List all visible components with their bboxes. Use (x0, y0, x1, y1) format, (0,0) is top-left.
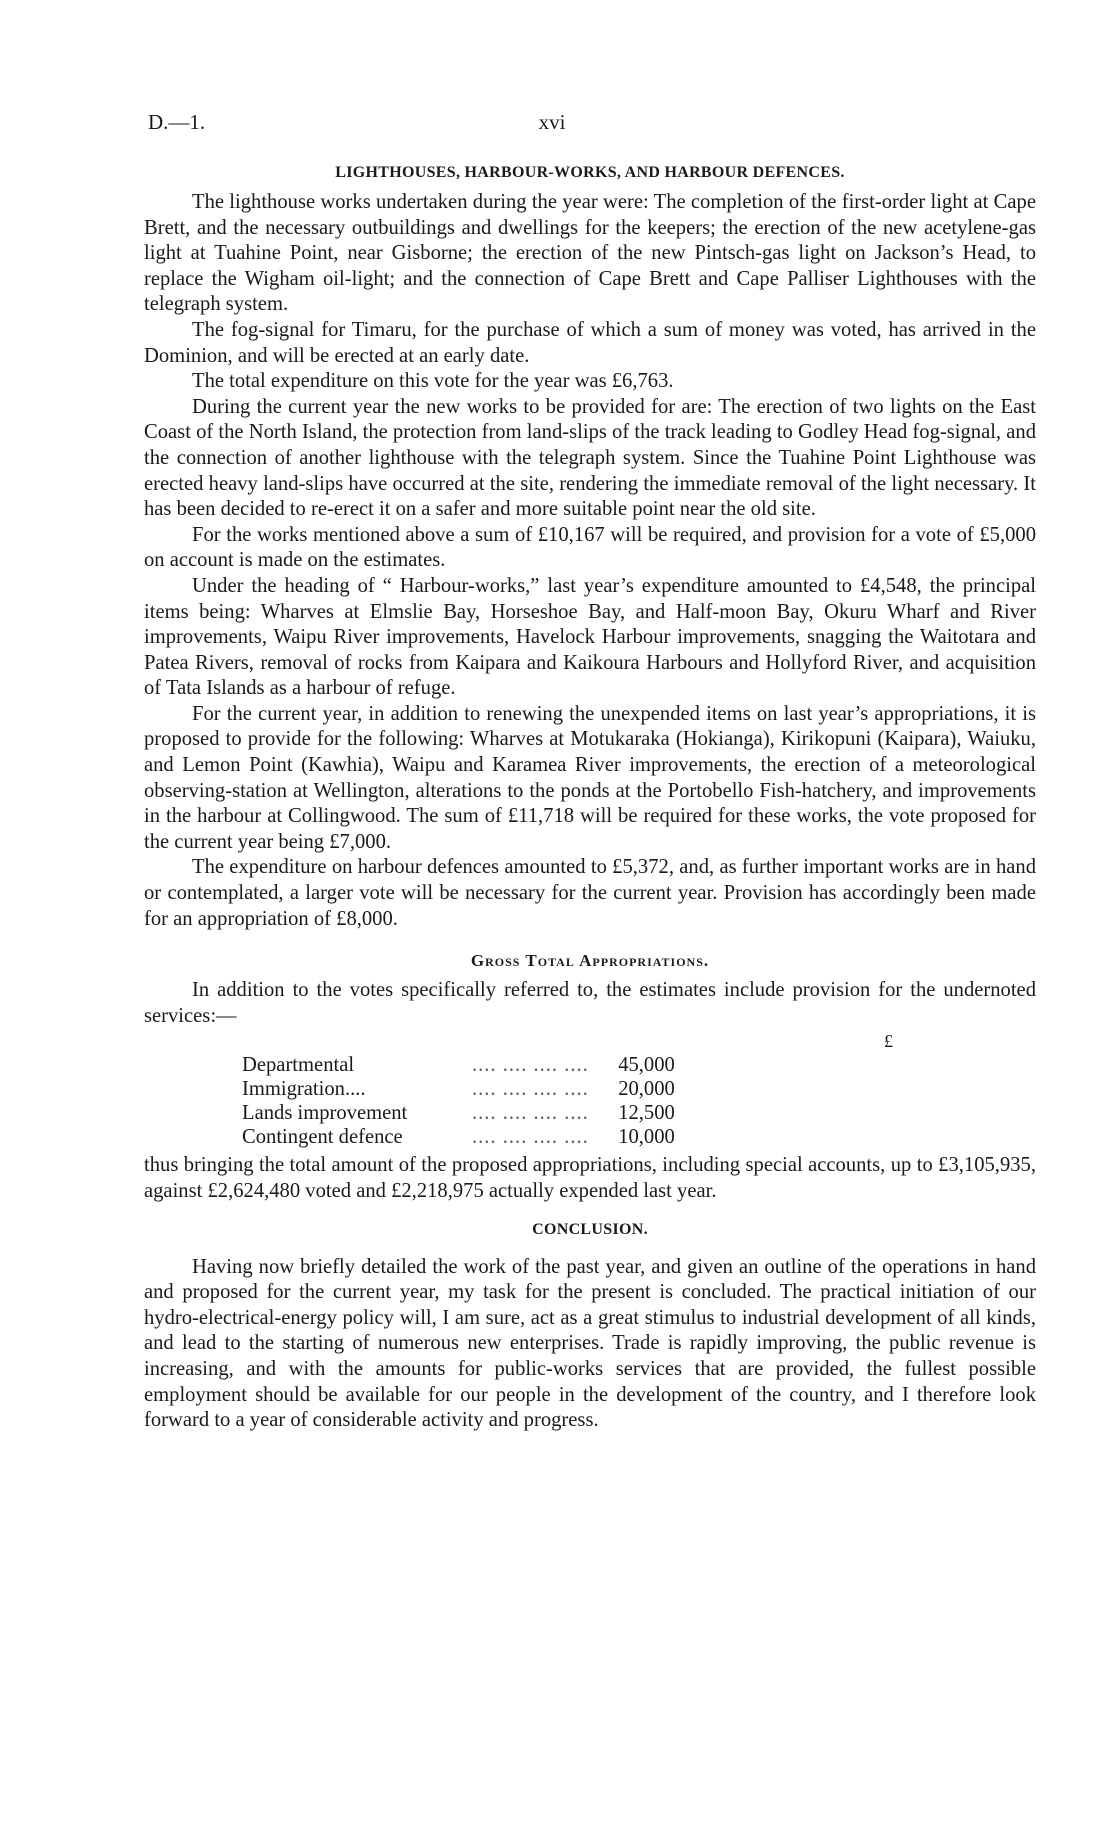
section-heading-gross-total: Gross Total Appropriations. (470, 951, 710, 971)
table-row (242, 1077, 675, 1101)
paragraph-services-intro: In addition to the votes specifically referred to, the estimates include provision for the undernoted services:— (144, 979, 1036, 1027)
service-amount: 12,500 (618, 1102, 675, 1125)
document-reference: D.—1. (148, 110, 206, 134)
leader-dots: .... .... .... .... (472, 1078, 589, 1101)
service-label: Lands improvement (242, 1102, 408, 1125)
pound-symbol: £ (884, 1031, 893, 1052)
paragraph: The lighthouse works undertaken during the year were: The completion of the first-order light at Cape Brett, and the necessary outbuildings and dwellings for the keepers; the erection of the new acetylene-gas light at Tuahine Point, near Gisborne; the erection of the new Pintsch-gas light on Jackson’s Head, to replace the Wigham oil-light; and the connection of Cape Brett and Cape Palliser Lighthouses with the telegraph system. (144, 191, 1036, 316)
paragraph: The fog-signal for Timaru, for the purchase of which a sum of money was voted, has arrived in the Dominion, and will be erected at an early date. (144, 318, 1036, 367)
page-number: xvi (538, 110, 566, 134)
services-list (242, 1053, 675, 1149)
service-label: Departmental (242, 1054, 355, 1077)
services-table (144, 1031, 1036, 1149)
paragraph: During the current year the new works to be provided for are: The erection of two lights on the East Coast of the North Island, the protection from land-slips of the track leading to Godley Head fog-signal, and the connection of another lighthouse with the telegraph system. Since the Tuahine Point Lighthouse was erected heavy land-slips have occurred at the site, rendering the immediate removal of the light necessary. It has been decided to re-erect it on a safer and more suitable point near the old site. (144, 395, 1036, 521)
leader-dots: .... .... .... .... (472, 1054, 589, 1077)
table-row (242, 1125, 675, 1149)
paragraph: For the current year, in addition to renewing the unexpended items on last year’s appropriations, it is proposed to provide for the following: Wharves at Motukaraka (Hokianga), Kirikopuni (Kaipara), Waiuku, and Lemon Point (Kawhia), Waipu and Karamea River improvements, the erection of a meteorological observing-station at Wellington, alterations to the ponds at the Portobello Fish-hatchery, and improvements in the harbour at Collingwood. The sum of £11,718 will be required for these works, the vote proposed for the current year being £7,000. (144, 702, 1036, 853)
table-row (242, 1101, 675, 1125)
paragraph-conclusion: Having now briefly detailed the work of the past year, and given an outline of the operations in hand and proposed for the current year, my task for the present is concluded. The practical initiation of our hydro-electrical-energy policy will, I am sure, act as a great stimulus to industrial development of all kinds, and lead to the starting of numerous new enterprises. Trade is rapidly improving, the public revenue is increasing, and with the amounts for public-works services that are provided, the fullest possible employment should be available for our people in the development of the country, and I therefore look forward to a year of considerable activity and progress. (144, 1255, 1036, 1432)
page-header (148, 110, 956, 140)
currency-column-header (144, 1031, 1036, 1053)
paragraph: The expenditure on harbour defences amounted to £5,372, and, as further important works are in hand or contemplated, a larger vote will be necessary for the current year. Provision has accordingly been made for an appropriation of £8,000. (144, 856, 1036, 930)
paragraph: For the works mentioned above a sum of £10,167 will be required, and provision for a vote of £5,000 on account is made on the estimates. (144, 523, 1036, 572)
paragraph: Under the heading of “ Harbour-works,” last year’s expenditure amounted to £4,548, the principal items being: Wharves at Elmslie Bay, Horseshoe Bay, and Half-moon Bay, Okuru Wharf and River improvements, Waipu River improvements, Havelock Harbour improvements, snagging the Waitotara and Patea Rivers, removal of rocks from Kaipara and Kaikoura Harbours and Hollyford River, and acquisition of Tata Islands as a harbour of refuge. (144, 574, 1036, 700)
section-heading-lighthouses: LIGHTHOUSES, HARBOUR-WORKS, AND HARBOUR DEFENCES. (335, 164, 845, 181)
section-heading-conclusion: CONCLUSION. (532, 1220, 648, 1238)
paragraph-services-total: thus bringing the total amount of the proposed appropriations, including special accounts, up to £3,105,935, against £2,624,480 voted and £2,218,975 actually expended last year. (144, 1154, 1036, 1202)
service-amount: 20,000 (618, 1078, 675, 1101)
service-amount: 45,000 (618, 1054, 675, 1077)
service-amount: 10,000 (618, 1126, 675, 1149)
leader-dots: .... .... .... .... (472, 1102, 589, 1125)
table-row (242, 1053, 675, 1077)
service-label: Immigration.... (242, 1078, 366, 1101)
paragraph: The total expenditure on this vote for the year was £6,763. (192, 370, 674, 393)
page-body (144, 160, 1036, 1434)
service-label: Contingent defence (242, 1126, 403, 1149)
leader-dots: .... .... .... .... (472, 1126, 589, 1149)
